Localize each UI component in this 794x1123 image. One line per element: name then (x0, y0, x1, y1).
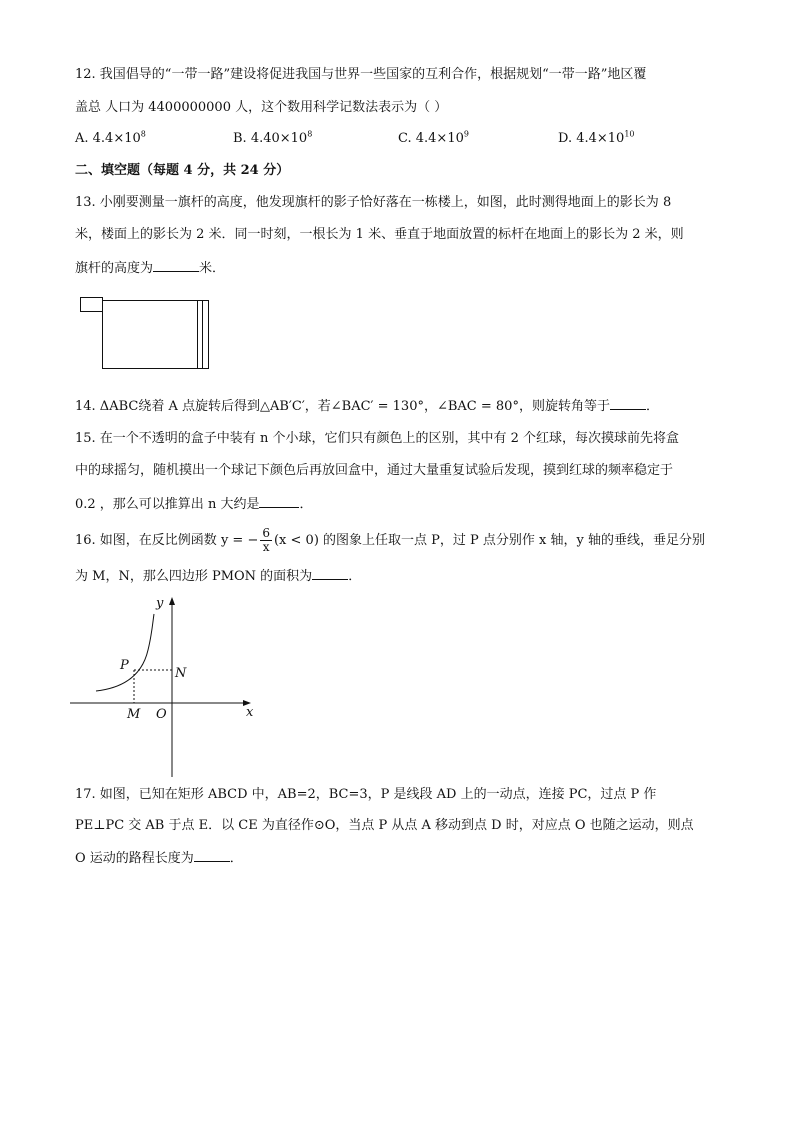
q13-answer-blank (153, 258, 199, 272)
q16-line2: 为 M，N，那么四边形 PMON 的面积为 ． (75, 566, 361, 586)
section-title: 二、填空题（每题 4 分，共 24 分） (75, 163, 290, 178)
graph-label-p: P (120, 658, 129, 673)
q12-line2: 盖总 人口为 4400000000 人，这个数用科学记数法表示为（ ） (75, 100, 448, 115)
graph-label-m: M (127, 707, 141, 722)
graph-label-x: x (246, 705, 254, 720)
q16-fraction: $\frac{6}{x}$ (262, 526, 270, 554)
q12-option-c: C. $4.4\times 10^9$ (398, 129, 469, 146)
q15-answer-blank (259, 494, 299, 508)
q15-line2: 中的球摇匀，随机摸出一个球记下颜色后再放回盒中，通过大量重复试验后发现，摸到红球的频率稳定于 (75, 463, 674, 478)
q13-line3: 旗杆的高度为 米． (75, 258, 225, 278)
q12-option-a: A. $4.4\times 10^8$ (75, 129, 146, 146)
q16-graph-figure (68, 592, 268, 777)
q14-line: 14. ΔABC绕着 A 点旋转后得到△AB′C′，若∠BAC′ = 130°，∠BAC = 80°，则旋转角等于 ． (75, 396, 659, 416)
graph-label-n: N (175, 666, 187, 681)
q17-answer-blank (194, 848, 230, 862)
q12-option-b: B. $4.40\times 10^8$ (233, 129, 313, 146)
y-axis-arrow (169, 597, 175, 605)
q16-line1: 16. 如图，在反比例函数 y = − $\frac{6}{x}$ (x < 0) 的图象上任取一点 P，过 P 点分别作 x 轴，y 轴的垂线，垂足分别 (75, 526, 705, 554)
q16-answer-blank (312, 566, 348, 580)
graph-label-o: O (156, 707, 167, 722)
q13-line2: 米，楼面上的影长为 2 米．同一时刻，一根长为 1 米、垂直于地面放置的标杆在地面上的影长为 2 米，则 (75, 227, 684, 242)
q17-line2: PE⊥PC 交 AB 于点 E．以 CE 为直径作⊙O，当点 P 从点 A 移动到点 D 时，对应点 O 也随之运动，则点 (75, 818, 694, 833)
q12-option-d: D. $4.4\times 10^{10}$ (558, 129, 635, 146)
q13-building-figure (80, 297, 215, 371)
hyperbola-curve (96, 614, 154, 691)
q14-answer-blank (610, 396, 646, 410)
q15-line1: 15. 在一个不透明的盒子中装有 n 个小球，它们只有颜色上的区别，其中有 2 个红球，每次摸球前先将盒 (75, 431, 679, 446)
q17-line3: O 运动的路程长度为 ． (75, 848, 243, 868)
graph-label-y: y (156, 596, 164, 611)
q13-line1: 13. 小刚要测量一旗杆的高度，他发现旗杆的影子恰好落在一栋楼上，如图，此时测得地面上的影长为 8 (75, 195, 672, 210)
q12-line1: 12. 我国倡导的“一带一路”建设将促进我国与世界一些国家的互利合作，根据规划“一带一路”地区覆 (75, 67, 647, 82)
q15-line3: 0.2 ，那么可以推算出 n 大约是 ． (75, 494, 312, 514)
q17-line1: 17. 如图，已知在矩形 ABCD 中，AB=2，BC=3，P 是线段 AD 上的一动点，连接 PC，过点 P 作 (75, 787, 657, 802)
